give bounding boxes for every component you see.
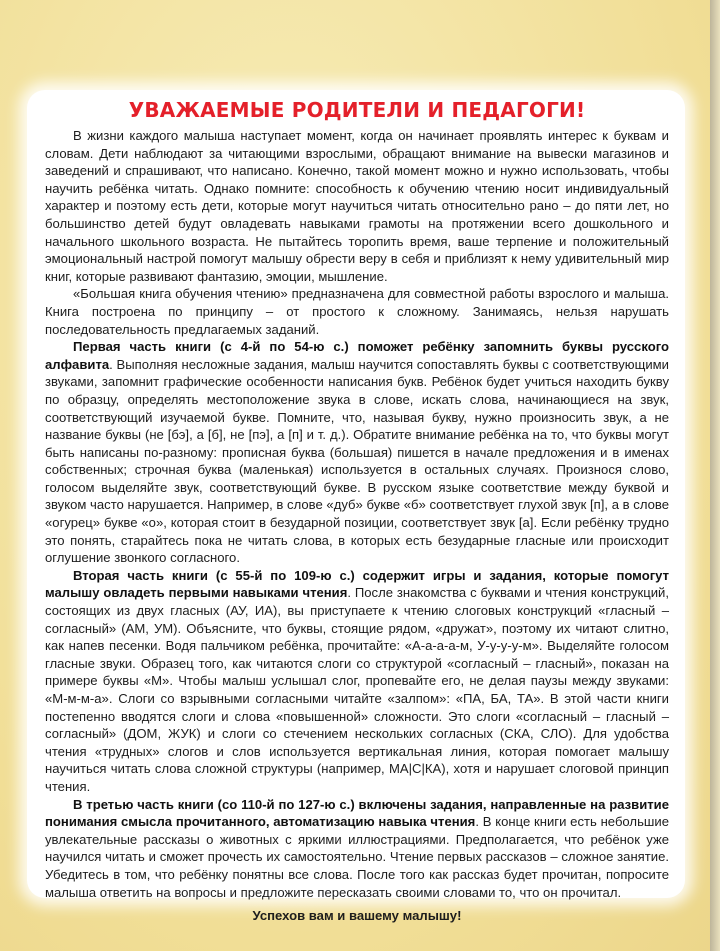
paragraph-intro-text: В жизни каждого малыша наступает момент, когда он начинает проявлять интерес к буквам и словам. Дети наблюдают за читающими взрослыми, обращают внимание на вывески магазинов и заведений и спрашивают, что написано. Конечно, такой момент можно и нужно использовать, чтобы научить ребёнка читать. Однако помните: способность к обучению чтению носит индивидуальный характер и поэтому есть дети, которые могут научиться читать относительно рано – до пяти лет, но большинство детей будут овладевать навыками грамоты на протяжении всего дошкольного и начального школьного возраста. Не пытайтесь торопить время, ваше терпение и положительный эмоциональный настрой помогут малышу обрести веру в себя и приблизят к нему удивительный мир книг, которые развивают фантазию, эмоции, мышление. <box>45 128 669 284</box>
paragraph-part-one <box>45 338 669 567</box>
paragraph-part-one-text: . Выполняя несложные задания, малыш научится сопоставлять буквы с соответствующими звуками, запомнит графические особенности написания букв. Ребёнок будет учиться находить букву по образцу, определять местоположение звука в слове, искать слова, начинающиеся на звук, соответствующий изучаемой букве. Помните, что, называя букву, нужно произносить звук, а не название буквы (не [бэ], а [б], не [пэ], а [п] и т. д.). Обратите внимание ребёнка на то, что буквы могут быть написаны по-разному: прописная буква (большая) пишется в начале предложения и в именах собственных; строчная буква (маленькая) используется в остальных случаях. Произнося слово, голосом выделяйте звук, соответствующий букве. В русском языке соответствие между буквой и звуком часто нарушается. Например, в слове «дуб» букве «б» соответствует глухой звук [п], а в слове «огурец» букве «о», которая стоит в безударной позиции, соответствует звук [а]. Если ребёнку трудно это понять, старайтесь пока не читать слова, в которых есть безударные гласные или происходит оглушение звонкого согласного. <box>45 356 669 566</box>
paragraph-part-two <box>45 567 669 796</box>
page-edge <box>710 0 720 951</box>
paragraph-part-two-text: . После знакомства с буквами и чтения конструкций, состоящих из двух гласных (АУ, ИА), вы приступаете к чтению слоговых конструкций «гласный – согласный» (АМ, УМ). Объясните, что буквы, стоящие рядом, «дружат», поэтому их читают слитно, как напев песенки. Водя пальчиком ребёнка, прочитайте: «А-а-а-а-м, У-у-у-у-м». Выделяйте голосом гласные звуки. Образец того, как читаются слоги со структурой «согласный – гласный», показан на примере буквы «М». Чтобы малыш услышал слог, пропевайте его, не делая паузы между звуками: «М-м-м-а». Слоги со взрывными согласными читайте «залпом»: «ПА, БА, ТА». В этой части книги постепенно вводятся слоги и слова «повышенной» сложности. Это слоги «согласный – гласный – согласный» (ДОМ, ЖУК) и слоги со стечением нескольких согласных (СКА, СЛО). Для удобства чтения «трудных» слогов и слов используется вертикальная линия, которая помогает малышу научиться читать слова сложной структуры (например, МА|С|КА), хотя и нарушает слоговой принцип чтения. <box>45 585 669 794</box>
paragraph-book-purpose <box>45 285 669 338</box>
closing-line: Успехов вам и вашему малышу! <box>252 908 462 924</box>
paragraph-book-purpose-text: «Большая книга обучения чтению» предназначена для совместной работы взрослого и малыша. Книга построена по принципу – от простого к сложному. Занимаясь, нельзя нарушать последовательность предлагаемых заданий. <box>45 286 669 337</box>
paragraph-part-two-lead: Вторая часть книги (с 55-й по 109-ю с.) содержит игры и задания, которые помогут малышу овладеть первыми навыками чтения <box>45 567 669 601</box>
text-panel <box>27 90 685 924</box>
paragraph-part-one-lead: Первая часть книги (с 4-й по 54-ю с.) поможет ребёнку запомнить буквы русского алфавита <box>45 339 669 372</box>
paragraph-intro <box>45 127 669 285</box>
paragraph-part-three <box>45 796 669 902</box>
page-title: УВАЖАЕМЫЕ РОДИТЕЛИ И ПЕДАГОГИ! <box>128 98 586 122</box>
paragraph-part-three-text: . В конце книги есть небольшие увлекательные рассказы о животных с яркими иллюстрациями. Предполагается, что ребёнок уже научился читать и сможет прочесть их самостоятельно. Чтение первых рассказов – сложное занятие. Убедитесь в том, что ребёнку понятны все слова. После того как рассказ будет прочитан, попросите малыша ответить на вопросы и предложите пересказать своими словами то, что он прочитал. <box>45 814 669 900</box>
paragraph-part-three-lead: В третью часть книги (со 110-й по 127-ю с.) включены задания, направленные на развитие понимания смысла прочитанного, автоматизацию навыка чтения <box>45 796 669 830</box>
